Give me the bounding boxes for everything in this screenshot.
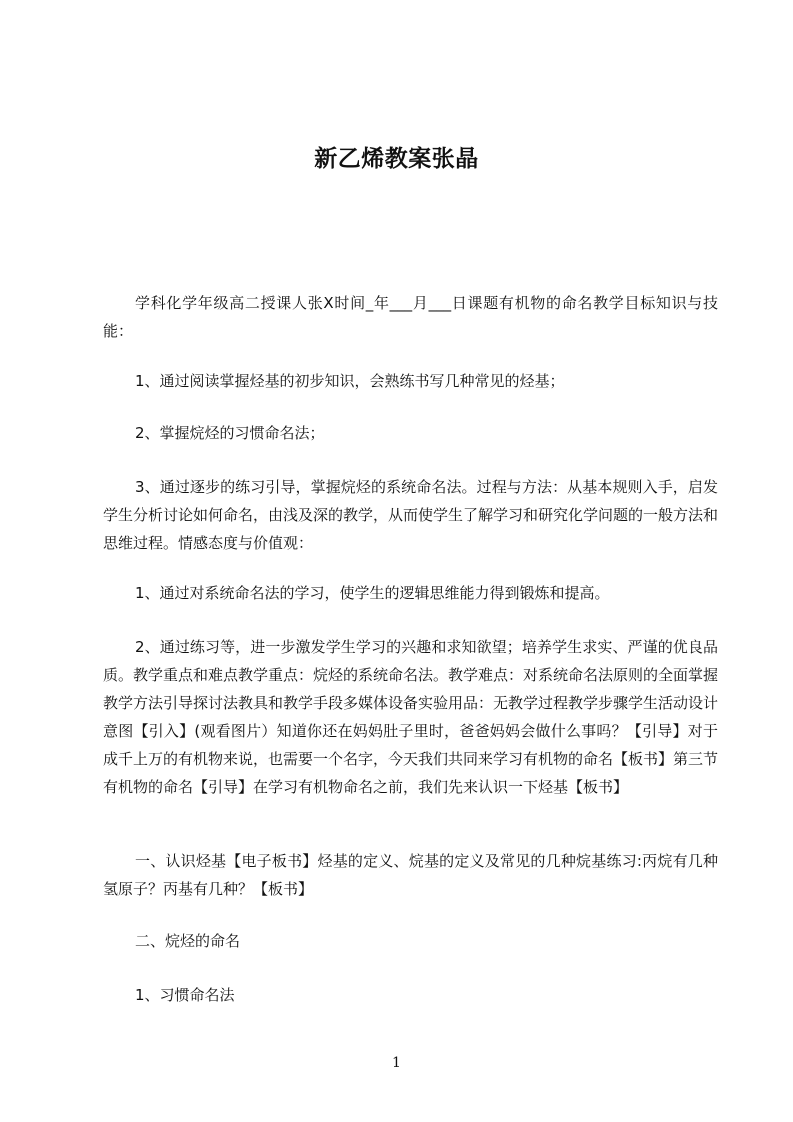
paragraph-section-two: 二、烷烃的命名 [135,932,241,950]
paragraph-objective-3: 3、通过逐步的练习引导，掌握烷烃的系统命名法。过程与方法：从基本规则入手，启发学生分析讨论如何命名，由浅及深的教学，从而使学生了解学习和研究化学问题的一般方法和思维过程。情感态度与价值观： [103,478,719,552]
document-title: 新乙烯教案张晶 [314,146,479,172]
paragraph-section-one: 一、认识烃基【电子板书】烃基的定义、烷基的定义及常见的几种烷基练习:丙烷有几种氢原子？丙基有几种？【板书】 [103,852,718,898]
paragraph-attitude-1: 1、通过对系统命名法的学习，使学生的逻辑思维能力得到锻炼和提高。 [135,584,610,602]
paragraph-common-naming: 1、习惯命名法 [135,986,235,1004]
paragraph-objective-2: 2、掌握烷烃的习惯命名法； [135,424,325,442]
paragraph-course-info: 学科化学年级高二授课人张X时间_年___月___日课题有机物的命名教学目标知识与技能： [103,294,718,340]
paragraph-objective-1: 1、通过阅读掌握烃基的初步知识，会熟练书写几种常见的烃基； [135,372,565,390]
page-number: 1 [392,1055,401,1071]
paragraph-attitude-2: 2、通过练习等，进一步激发学生学习的兴趣和求知欲望；培养学生求实、严谨的优良品质。教学重点和难点教学重点：烷烃的系统命名法。教学难点：对系统命名法原则的全面掌握教学方法引导探讨法教具和教学手段多媒体设备实验用品：无教学过程教学步骤学生活动设计意图【引入】(观看图片）知道你还在妈妈肚子里时，爸爸妈妈会做什么事吗？【引导】对于成千上万的有机物来说，也需要一个名字，今天我们共同来学习有机物的命名【板书】第三节有机物的命名【引导】在学习有机物命名之前，我们先来认识一下烃基【板书】 [103,638,719,796]
